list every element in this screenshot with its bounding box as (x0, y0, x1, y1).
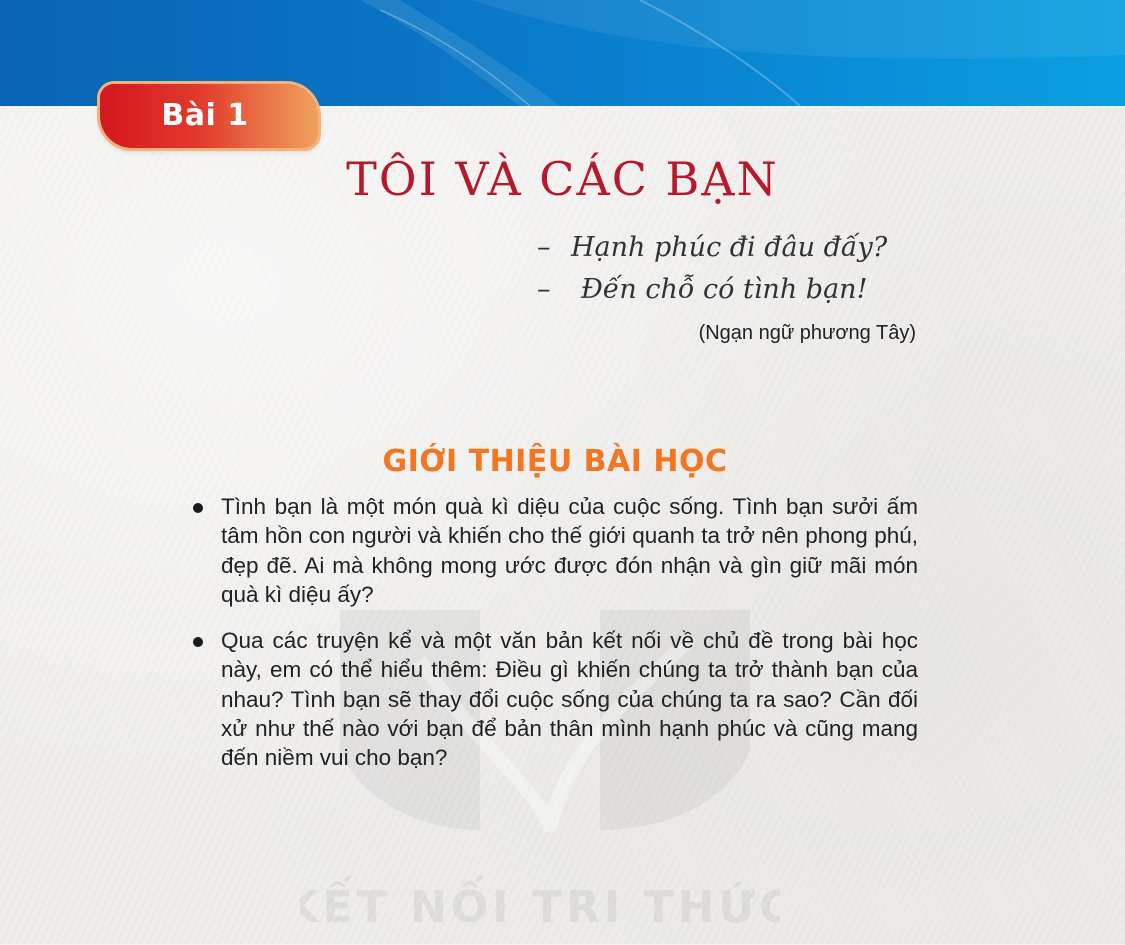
epigraph-text: Đến chỗ có tình bạn! (581, 274, 868, 305)
bullet-icon (193, 503, 203, 513)
bullet-icon (193, 637, 203, 647)
intro-bullet-list (188, 492, 918, 790)
lesson-title: TÔI VÀ CÁC BẠN (346, 152, 779, 206)
epigraph-text: Hạnh phúc đi đâu đấy? (571, 232, 888, 263)
epigraph-line-2 (537, 274, 937, 305)
section-heading: GIỚI THIỆU BÀI HỌC (382, 444, 728, 479)
bullet-text: Qua các truyện kể và một văn bản kết nối về chủ đề trong bài học này, em có thể hiểu thêm: Điều gì khiến chúng ta trở thành bạn của nhau? Tình bạn sẽ thay đổi cuộc sống của chúng ta ra sao? Cần đối xử như thế nào với bạn để bản thân mình hạnh phúc và cũng mang đến niềm vui cho bạn? (221, 628, 918, 771)
lesson-badge (100, 84, 318, 148)
list-item (188, 626, 918, 772)
epigraph-dash: – (537, 274, 551, 305)
epigraph-dash: – (537, 232, 551, 263)
lesson-badge-label: Bài 1 (161, 98, 249, 133)
epigraph-line-1 (537, 232, 937, 263)
bullet-text: Tình bạn là một món quà kì diệu của cuộc sống. Tình bạn sưởi ấm tâm hồn con người và khiến cho thế giới quanh ta trở nên phong phú, đẹp đẽ. Ai mà không mong ước được đón nhận và gìn giữ mãi món quà kì diệu ấy? (221, 494, 918, 607)
list-item (188, 492, 918, 609)
svg-text:KẾT NỐI TRI THỨC: KẾT NỐI TRI THỨC (300, 882, 780, 933)
epigraph-source: (Ngạn ngữ phương Tây) (698, 322, 916, 344)
